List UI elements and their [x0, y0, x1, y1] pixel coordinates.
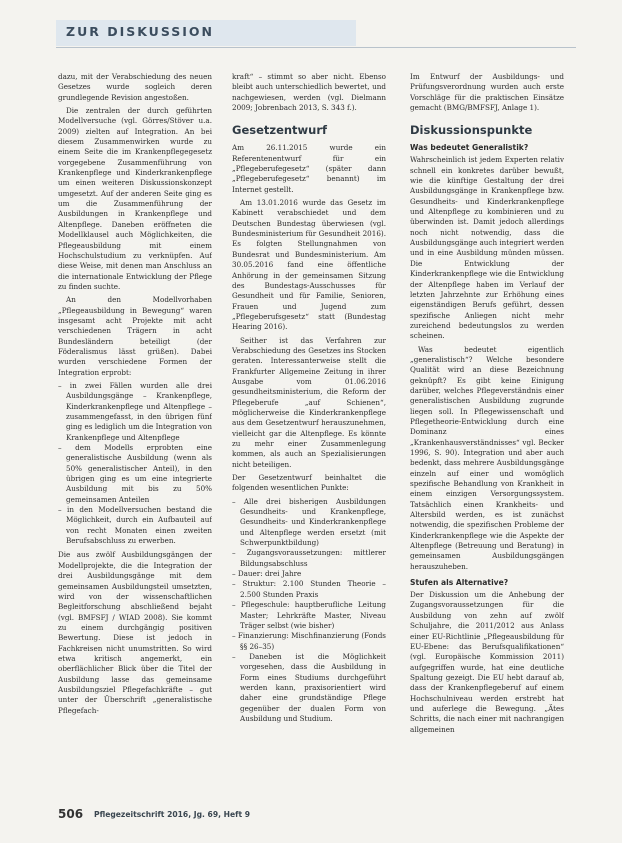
list-item: – dem Modells erprobten eine generalistische Ausbildung (wenn als 50% generalistischer Anteil), in den übrigen ging es um eine integrierte Ausbildung mit bis zu 50% gemeinsamen Anteilen — [58, 443, 212, 504]
list-item: – Struktur: 2.100 Stunden Theorie – 2.500 Stunden Praxis — [232, 579, 386, 599]
list-item: – Dauer: drei Jahre — [232, 569, 302, 579]
section-title: ZUR DISKUSSION — [66, 24, 215, 39]
section-heading: Gesetzentwurf — [232, 123, 328, 138]
paragraph: An den Modellvorhaben „Pflegeausbildung in Bewegung“ waren insgesamt acht Projekte mit acht verschiedenen Trägern in acht Bundesländern beteiligt (der Föderalismus lässt grüßen). Dabei wurden verschiedene Formen der Integration erprobt: — [58, 295, 212, 377]
paragraph: Der Gesetzentwurf beinhaltet die folgenden wesentlichen Punkte: — [232, 473, 386, 493]
list-item: – Zugangsvoraussetzungen: mittlerer Bildungsabschluss — [232, 548, 386, 568]
list-item: – Finanzierung: Mischfinanzierung (Fonds §§ 26–35) — [232, 631, 386, 651]
list-item: – Alle drei bisherigen Ausbildungen Gesundheits- und Krankenpflege, Gesundheits- und Kinderkrankenpflege und Altenpflege werden ersetzt (mit Schwerpunktbildung) — [232, 496, 386, 548]
subheading: Stufen als Alternative? — [410, 578, 509, 588]
column-2 — [232, 72, 386, 792]
paragraph: Der Diskussion um die Anhebung der Zugangsvoraussetzungen für die Ausbildung von zehn auf zwölf Schuljahre, die 2011/2012 aus Anlass einer EU-Richtlinie „Pflegeausbildung für EU-Ebene: das Berufsqualifikationen“ (vgl. Europäische Kommission 2011) aufgegriffen wurde, hat eine deutliche Spaltung gezeigt. Die EU hebt darauf ab, dass der Krankenpflegeberuf auf einem Hochschulniveau werden erstrebt hat und auferlege die Bewegung. „Ätes Schritts, die nach einer mit nachrangigen allgemeinen — [410, 590, 564, 734]
list-item: – Pflegeschule: hauptberufliche Leitung Master; Lehrkräfte Master, Niveau Träger selbst (wie bisher) — [232, 600, 386, 630]
column-1 — [58, 72, 212, 792]
paragraph: Am 13.01.2016 wurde das Gesetz im Kabinett verabschiedet und dem Deutschen Bundestag überwiesen (vgl. Bundesministerium für Gesundheit 2016). Es folgten Stellungnahmen von Bundesrat und Bundesministerium. Am 30.05.2016 fand eine öffentliche Anhörung in der gemeinsamen Sitzung des Bundestags-Ausschusses für Gesundheit und für Familie, Senioren, Frauen und Jugend zum „Pflegeberufsgesetz“ statt (Bundestag Hearing 2016). — [232, 198, 386, 332]
paragraph: Die aus zwölf Ausbildungsgängen der Modellprojekte, die die Integration der drei Ausbildungsgänge mit dem gemeinsamen Ausbildungsteil umsetzten, wird von der wissenschaftlichen Begleitforschung abschließend bejaht (vgl. BMFSFJ / WIAD 2008). Sie kommt zu einem durchgängig positiven Bewertung. Diese ist jedoch in Fachkreisen nicht unumstritten. So wird etwa kritisch angemerkt, ein oberflächlicher Blick über die Titel der Ausbildung lasse das gemeinsame Ausbildungsziel Pflegefachkräfte – gut unter der Überschrift „generalistische Pflegefach- — [58, 550, 212, 715]
column-3 — [410, 72, 564, 792]
journal-citation: Pflegezeitschrift 2016, Jg. 69, Heft 9 — [94, 810, 251, 819]
paragraph: Am 26.11.2015 wurde ein Referentenentwurf für ein „Pflegeberufegesetz“ (später dann „Pflegeberufegesetz“ benannt) im Internet gestellt. — [232, 143, 386, 194]
paragraph: Was bedeutet eigentlich „generalistisch“? Welche besondere Qualität wird an diese Bezeichnung geknüpft? Es gibt keine Einigung darüber, welches Pflegeverständnis einer generalistischen Ausbildung zugrunde liegen soll. In Pflegewissenschaft und Pflegetheorie-Entwicklung durch eine Dominanz eines „Krankenhausverständnisses“ vgl. Becker 1996, S. 90). Integration und aber auch bedenkt, dass mehrere Ausbildungsgänge einzeln auf einer und womöglich spezifische Behandlung von Krankheit in einem einzigen Versorgungssystem. Tatsächlich einen Krankheits- und Altersbild werden, es ist zunächst notwendig, die spezifischen Probleme der Kinderkrankenpflege wie die Aspekte der Altenpflege (Betreuung und Beratung) in gemeinsamen Ausbildungsgängen herauszuheben. — [410, 344, 564, 571]
bullet-list — [232, 497, 386, 725]
page-number: 506 — [58, 807, 84, 821]
bullet-list — [58, 381, 212, 547]
paragraph: Die zentralen der durch geführten Modellversuche (vgl. Görres/Stöver u.a. 2009) zielten auf Integration. An bei diesem Zusammenwirken wurde zu einem Seite die im Krankenpflegegesetz vorgegebene Zusammenführung von Krankenpflege und Kinderkrankenpflege um einen weiteren Diskussionskonzept umgesetzt. Auf der anderen Seite ging es um die Zusammenführung der Ausbildungen in Krankenpflege und Altenpflege. Daneben eröffneten die Modellklausel auch Möglichkeiten, die Pflegeausbildung mit einem Hochschulstudium zu verknüpfen. Auf diese Weise, mit denen man Anschluss an die internationale Entwicklung der Pflege zu finden suchte. — [58, 106, 212, 291]
paragraph: Im Entwurf der Ausbildungs- und Prüfungsverordnung wurden auch erste Vorschläge für die praktischen Einsätze gemacht (BMG/BMFSFJ, Anlage 1). — [410, 72, 564, 113]
paragraph: Wahrscheinlich ist jedem Experten relativ schnell ein konkretes darüber bewußt, wie die künftige Gestaltung der drei Ausbildungsgänge in Krankenpflege bzw. Gesundheits- und Kinderkrankenpflege und Altenpflege zu kombinieren und zu überwinden ist. Damit jedoch allerdings noch nicht notwendig, dass die Ausbildungsgänge auch integriert werden und in eine Ausbildung münden müssen. Die Entwicklung der Kinderkrankenpflege wie die Entwicklung der Altenpflege haben im Verlauf der letzten Jahrzehnte zur Erhöhung eines eigenständigen Berufs geführt, dessen spezifische Anliegen nicht mehr zureichend bedeutungslos zu werden scheinen. — [410, 155, 564, 341]
list-item: – Daneben ist die Möglichkeit vorgesehen, dass die Ausbildung in Form eines Studiums durchgeführt werden kann, praxisorientiert wird daher eine grundständige Pflege gegenüber der dualen Form von Ausbildung und Studium. — [232, 651, 386, 723]
section-heading: Diskussionspunkte — [410, 123, 533, 138]
paragraph: kraft“ – stimmt so aber nicht. Ebenso bleibt auch unterschiedlich bewertet, und nachgewiesen, werden (vgl. Dielmann 2009; Jobrenbach 2013, S. 343 f.). — [232, 72, 386, 113]
paragraph: dazu, mit der Verabschiedung des neuen Gesetzes wurde sogleich deren grundlegende Revision angestoßen. — [58, 72, 212, 102]
list-item: – in den Modellversuchen bestand die Möglichkeit, durch ein Aufbauteil auf von recht Monaten einen zweiten Berufsabschluss zu erwerben. — [58, 505, 212, 546]
header-rule — [56, 47, 576, 48]
list-item: – in zwei Fällen wurden alle drei Ausbildungsgänge – Krankenpflege, Kinderkrankenpflege und Altenpflege – zusammengefasst, in den übrigen fünf ging es lediglich um die Integration von Krankenpflege und Altenpflege — [58, 380, 212, 442]
subheading: Was bedeutet Generalistik? — [410, 143, 529, 153]
paragraph: Seither ist das Verfahren zur Verabschiedung des Gesetzes ins Stocken geraten. Interessanterweise stellt die Frankfurter Allgemeine Zeitung in ihrer Ausgabe vom 01.06.2016 gesundheitsministerium, die Reform der Pflegeberufe „auf Schienen“, möglicherweise die Kinderkrankenpflege aus dem Gesetzentwurf herauszunehmen, vielleicht gar die Altenpflege. Es könnte zu mehr einer Zusammenlegung kommen, als auch an Spezialisierungen nicht beteiligen. — [232, 335, 386, 469]
